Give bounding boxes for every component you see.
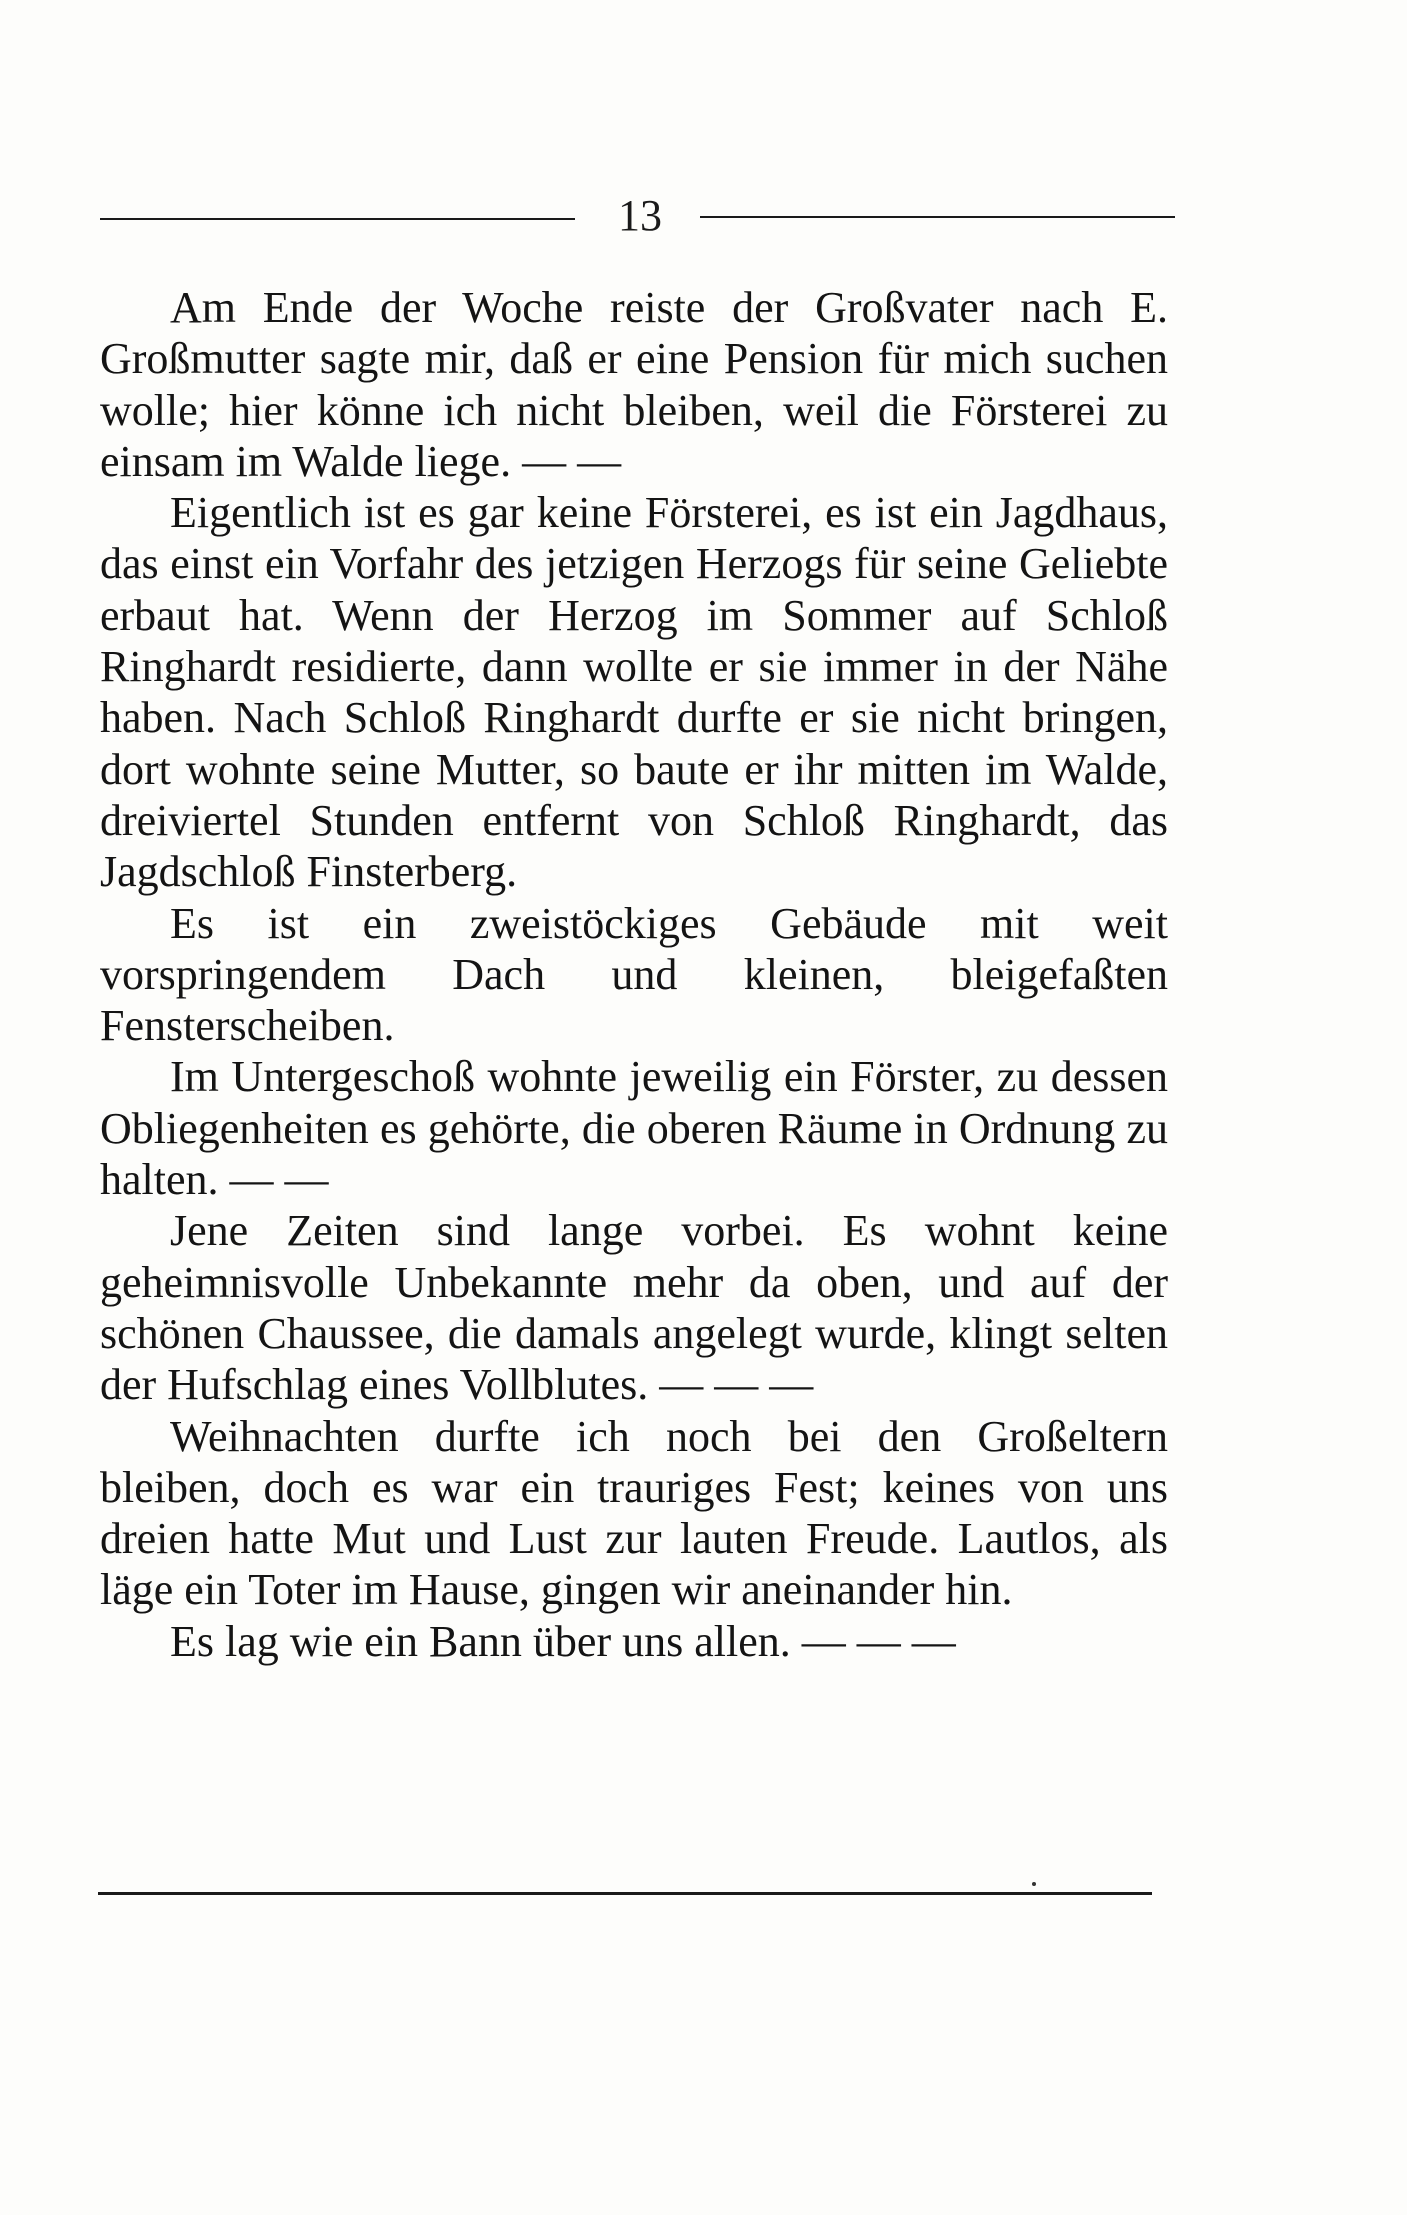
paragraph: Es ist ein zweistöckiges Gebäude mit weit vorspringendem Dach und kleinen, bleigefaßten Fensterscheiben. [100, 898, 1168, 1051]
header-rule-left [100, 218, 575, 220]
paragraph: Es lag wie ein Bann über uns allen. — — — [170, 1616, 956, 1666]
paragraph: Im Untergeschoß wohnte jeweilig ein Förster, zu dessen Obliegenheiten es gehörte, die oberen Räume in Ordnung zu halten. — — [100, 1052, 1168, 1205]
paragraph: Am Ende der Woche reiste der Großvater nach E. Großmutter sagte mir, daß er eine Pension für mich suchen wolle; hier könne ich nicht bleiben, weil die Försterei zu einsam im Walde liege. — — [100, 283, 1168, 486]
paragraph: Eigentlich ist es gar keine Försterei, es ist ein Jagdhaus, das einst ein Vorfahr des jetzigen Herzogs für seine Geliebte erbaut hat. Wenn der Herzog im Sommer auf Schloß Ringhardt residierte, dann wollte er sie immer in der Nähe haben. Nach Schloß Ringhardt durfte er sie nicht bringen, dort wohnte seine Mutter, so baute er ihr mitten im Walde, dreiviertel Stunden entfernt von Schloß Ringhardt, das Jagdschloß Finsterberg. [100, 488, 1168, 897]
page-number: 13 [618, 191, 662, 240]
footer-rule [98, 1892, 1152, 1895]
paragraph: Weihnachten durfte ich noch bei den Großeltern bleiben, doch es war ein trauriges Fest; keines von uns dreien hatte Mut und Lust zur lauten Freude. Lautlos, als läge ein Toter im Hause, gingen wir aneinander hin. [100, 1411, 1168, 1615]
paragraph: Jene Zeiten sind lange vorbei. Es wohnt keine geheimnisvolle Unbekannte mehr da oben, und auf der schönen Chaussee, die damals angelegt wurde, klingt selten der Hufschlag eines Vollblutes. — — — [100, 1206, 1168, 1410]
page-header [100, 190, 1180, 250]
footer-dot [1032, 1882, 1036, 1886]
header-rule-right [700, 216, 1175, 218]
body-text [100, 282, 1168, 1667]
